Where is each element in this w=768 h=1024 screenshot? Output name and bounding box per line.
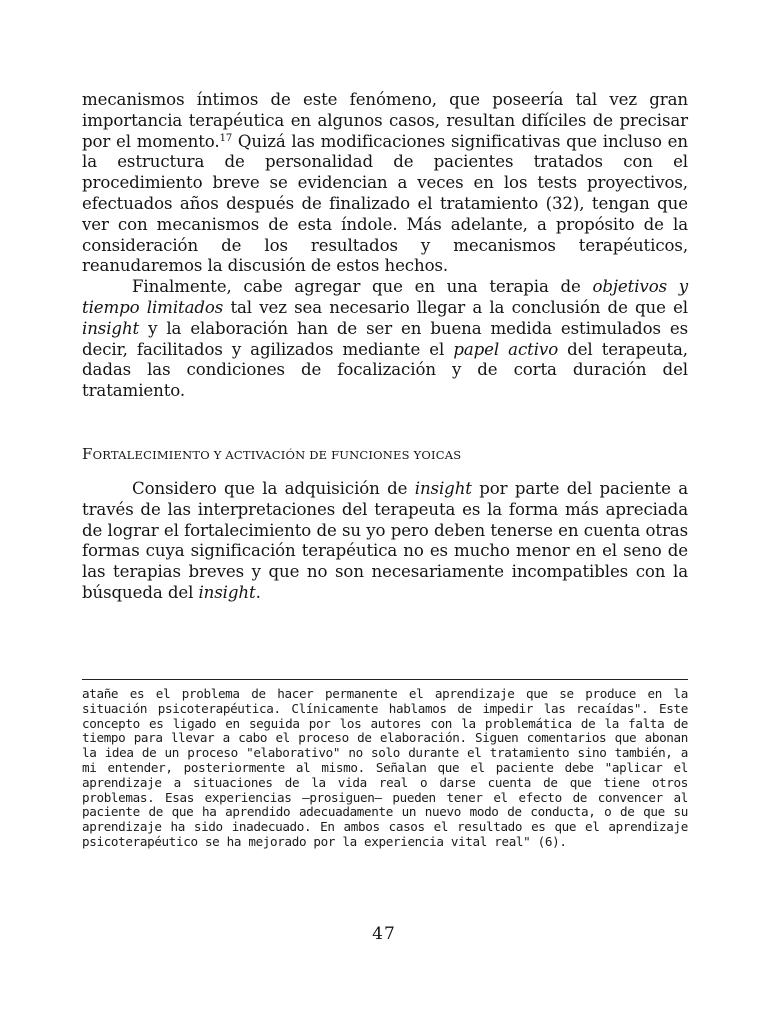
footnote-divider bbox=[82, 679, 688, 680]
heading-initial: F bbox=[82, 444, 93, 463]
paragraph-text: mecanismos íntimos de este fenómeno, que poseería tal vez gran importancia terapéutica en algunos casos, resultan difíciles de precisar por el momento. bbox=[82, 90, 688, 151]
paragraph-text: Finalmente, cabe agregar que en una terapia de bbox=[132, 277, 593, 297]
page-body bbox=[82, 90, 688, 604]
footnote-text: atañe es el problema de hacer permanente el aprendizaje que se produce en la situación psicoterapéutica. Clínicamente hablamos de impedir las recaídas". Este concepto es ligado en seguida por los autores con la problemática de la falta de tiempo para llevar a cabo el proceso de elaboración. Siguen comentarios que abonan la idea de un proceso "elaborativo" no solo durante el tratamiento sino también, a mi entender, posteriormente al mismo. Señalan que el paciente debe "aplicar el aprendizaje a situaciones de la vida real o darse cuenta de que tiene otros problemas. Esas experiencias —prosiguen— pueden tener el efecto de convencer al paciente de que ha aprendido adecuadamente un nuevo modo de conducta, o de que su aprendizaje ha sido inadecuado. En ambos casos el resultado es que el aprendizaje psicoterapéutico se ha mejorado por la experiencia vital real" (6). bbox=[82, 686, 688, 849]
paragraph-finalmente bbox=[82, 277, 688, 402]
italic-term: objetivos y tiempo limitados bbox=[82, 277, 689, 317]
paragraph-text: del terapeuta, dadas las condiciones de focalización y de corta duración del tratamiento. bbox=[82, 339, 688, 401]
paragraph-mecanismos bbox=[82, 90, 688, 277]
italic-term: papel activo bbox=[453, 339, 559, 359]
paragraph-text: por parte del paciente a través de las interpretaciones del terapeuta es la forma más apreciada de lograr el fortalecimiento de su yo pero deben tenerse en cuenta otras formas cuya significación terapéutica no es mucho menor en el seno de las terapias breves y que no son necesariamente incompatibles con la búsqueda del bbox=[82, 478, 688, 602]
paragraph-text: . bbox=[255, 582, 261, 602]
paragraph-text: Quizá las modificaciones significativas que incluso en la estructura de personalidad de pacientes tratados con el procedimiento breve se evidencian a veces en los tests proyectivos, efectuados años después de finalizado el tratamiento (32), tengan que ver con mecanismos de esta índole. Más adelante, a propósito de la consideración de los resultados y mecanismos terapéuticos, reanudaremos la discusión de estos hechos. bbox=[82, 131, 688, 276]
footnote-reference[interactable]: 17 bbox=[219, 132, 233, 144]
italic-term: insight bbox=[414, 478, 472, 498]
section-heading bbox=[82, 446, 688, 463]
heading-rest: ORTALECIMIENTO Y ACTIVACIÓN DE FUNCIONES YOICAS bbox=[92, 447, 462, 462]
paragraph-text: y la elaboración han de ser en buena medida estimulados es decir, facilitados y agilizados mediante el bbox=[82, 318, 688, 359]
page-number: 47 bbox=[372, 924, 396, 944]
paragraph-text: tal vez sea necesario llegar a la conclusión de que el bbox=[223, 297, 688, 317]
paragraph-considero bbox=[82, 479, 688, 604]
paragraph-text: Considero que la adquisición de bbox=[132, 478, 415, 498]
italic-term: insight bbox=[198, 582, 256, 602]
italic-term: insight bbox=[82, 318, 140, 338]
